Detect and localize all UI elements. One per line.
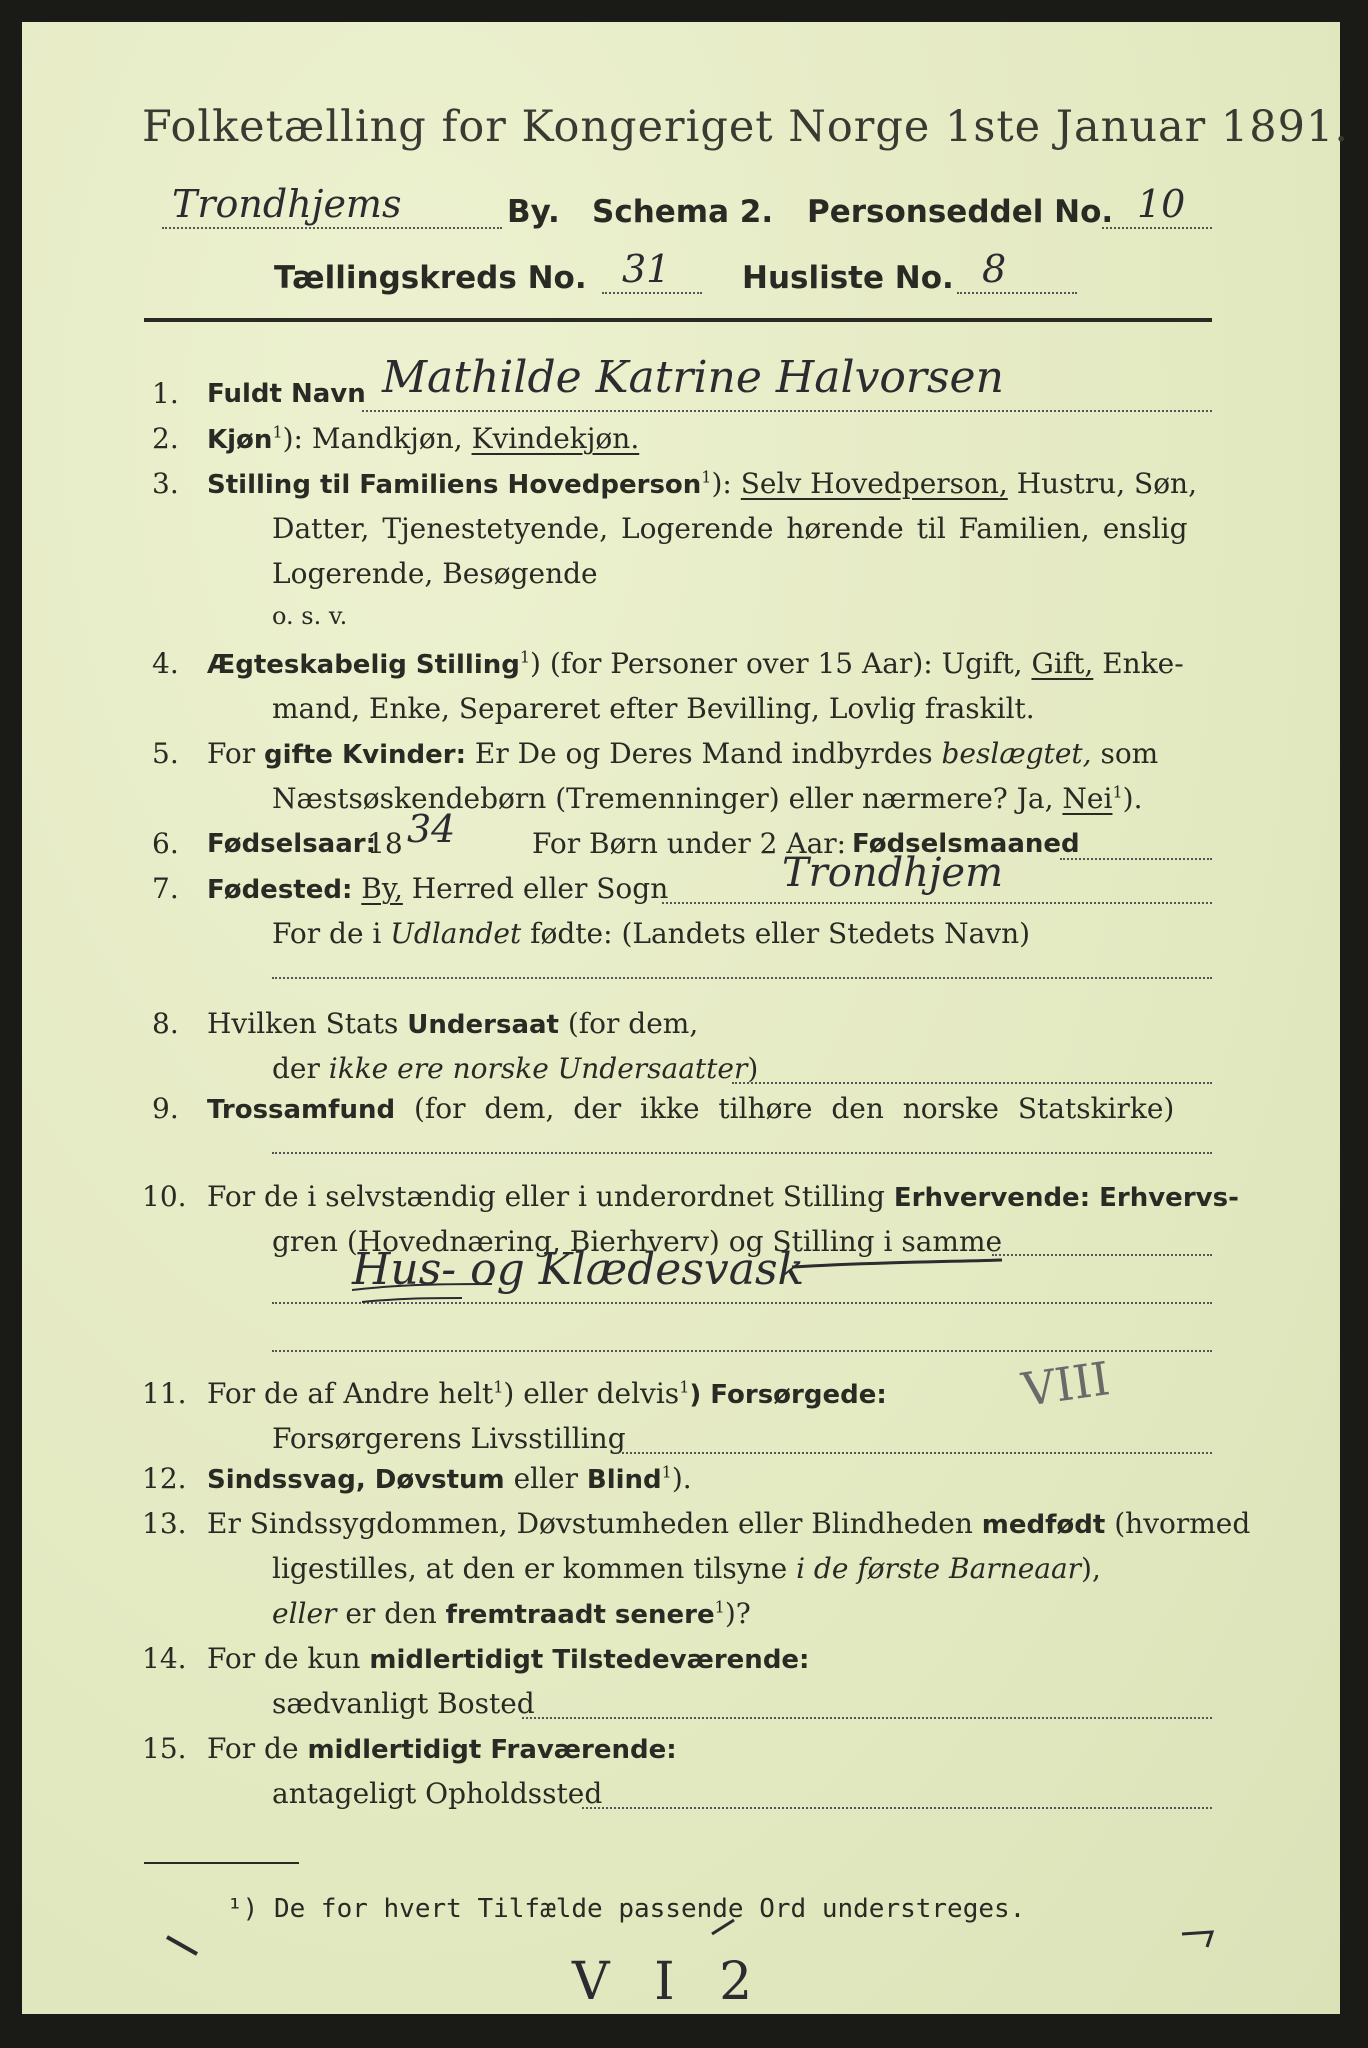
q15-line2: antageligt Opholdssted [272, 1777, 603, 1810]
q5-line2: Næstsøskendebørn (Tremenninger) eller nærmere? Ja, Nei$^1$). [272, 782, 1143, 815]
q7-answer-birthplace: Trondhjem [782, 850, 1004, 896]
q5-selected-nei: Nei [1062, 782, 1113, 815]
q3-line4: o. s. v. [272, 602, 348, 630]
by-label: By. [507, 194, 560, 230]
q3-line1: Stilling til Familiens Hovedperson$^1$): Selv Hovedperson, Hustru, Søn, [207, 467, 1197, 500]
schema-label: Schema 2. [592, 194, 774, 230]
q15-line1: For de midlertidigt Fraværende: [207, 1732, 677, 1765]
q13-line2: ligestilles, at den er kommen tilsyne i de første Barneaar), [272, 1552, 1101, 1585]
q3-line2: Datter, Tjenestetyende, Logerende hørende til Familien, enslig [272, 512, 1188, 545]
q6-mid: For Børn under 2 Aar: [532, 827, 847, 860]
q10-underline-stroke [792, 1260, 1002, 1267]
q13-number: 13. [142, 1507, 187, 1540]
q2-line: Kjøn$^1$): Mandkjøn, Kvindekjøn. [207, 422, 640, 455]
husliste-number: 8 [982, 247, 1007, 291]
q10-line2: gren (Hovednæring, Bierhverv) og Stilling i samme [272, 1225, 1003, 1258]
q10-stroke-a [352, 1284, 492, 1290]
q7-number: 7. [152, 872, 179, 905]
q5-number: 5. [152, 737, 179, 770]
q2-selected-kvindekjon: Kvindekjøn. [471, 422, 640, 455]
q1-answer-name: Mathilde Katrine Halvorsen [382, 352, 1004, 403]
q13-line3: eller er den fremtraadt senere$^1$)? [272, 1597, 751, 1630]
q4-selected-gift: Gift, [1031, 647, 1094, 680]
corner-mark-right [1182, 1932, 1212, 1947]
q6-label2: Fødselsmaaned [852, 829, 1080, 859]
q9-number: 9. [152, 1092, 179, 1125]
footnote: ¹) De for hvert Tilfælde passende Ord understreges. [227, 1894, 1026, 1924]
q12-line1: Sindssvag, Døvstum eller Blind$^1$). [207, 1462, 692, 1495]
q6-number: 6. [152, 827, 179, 860]
corner-mark-left [167, 1937, 197, 1954]
kreds-label: Tællingskreds No. [274, 260, 587, 296]
form-title: Folketælling for Kongeriget Norge 1ste Januar 1891. [142, 102, 1350, 152]
q6-year-prefix: 18 [367, 827, 403, 860]
q15-number: 15. [142, 1732, 187, 1765]
bottom-handwritten-mark: V I 2 [572, 1952, 767, 2012]
q7-line2: For de i Udlandet fødte: (Landets eller Stedets Navn) [272, 917, 1031, 950]
q3-line3: Logerende, Besøgende [272, 557, 598, 590]
city-handwritten: Trondhjems [172, 182, 402, 226]
q2-number: 2. [152, 422, 179, 455]
q11-pencil-mark: VIII [1018, 1351, 1114, 1417]
q1-label: Fuldt Navn [207, 379, 366, 409]
q4-line1: Ægteskabelig Stilling$^1$) (for Personer over 15 Aar): Ugift, Gift, Enke- [207, 647, 1184, 680]
q11-line1: For de af Andre helt$^1$) eller delvis$^1$) Forsørgede: [207, 1377, 887, 1410]
husliste-label: Husliste No. [742, 260, 954, 296]
q14-line1: For de kun midlertidigt Tilstedeværende: [207, 1642, 810, 1675]
q3-number: 3. [152, 467, 179, 500]
q10-stroke-b [362, 1298, 462, 1302]
personseddel-number: 10 [1137, 182, 1186, 226]
q7-line1: Fødested: By, Herred eller Sogn [207, 872, 669, 905]
q8-number: 8. [152, 1007, 179, 1040]
q9-line1: Trossamfund (for dem, der ikke tilhøre den norske Statskirke) [207, 1092, 1175, 1125]
q4-number: 4. [152, 647, 179, 680]
kreds-number: 31 [622, 247, 671, 291]
personseddel-label: Personseddel No. [807, 194, 1114, 230]
q7-selected-by: By, [361, 872, 403, 905]
q6-label: Fødselsaar: [207, 829, 376, 859]
q1-number: 1. [152, 377, 179, 410]
census-form [22, 22, 1350, 2014]
q8-line1: Hvilken Stats Undersaat (for dem, [207, 1007, 699, 1040]
q11-line2: Forsørgerens Livsstilling [272, 1422, 626, 1455]
q14-number: 14. [142, 1642, 187, 1675]
q12-number: 12. [142, 1462, 187, 1495]
q6-year-handwritten: 34 [407, 807, 456, 851]
q14-line2: sædvanligt Bosted [272, 1687, 535, 1720]
q10-line1: For de i selvstændig eller i underordnet Stilling Erhvervende: Erhvervs- [207, 1180, 1239, 1213]
q3-selected: Selv Hovedperson, [740, 467, 1008, 500]
q10-number: 10. [142, 1180, 187, 1213]
bottom-tick [712, 1920, 734, 1934]
q10-answer-occupation: Hus- og Klædesvask [352, 1244, 805, 1295]
q5-line1: For gifte Kvinder: Er De og Deres Mand indbyrdes beslægtet, som [207, 737, 1159, 770]
q8-line2: der ikke ere norske Undersaatter) [272, 1052, 759, 1085]
q13-line1: Er Sindssygdommen, Døvstumheden eller Blindheden medfødt (hvormed [207, 1507, 1251, 1540]
handwriting-strokes [22, 22, 1340, 2014]
q11-number: 11. [142, 1377, 187, 1410]
q4-line2: mand, Enke, Separeret efter Bevilling, Lovlig fraskilt. [272, 692, 1035, 725]
